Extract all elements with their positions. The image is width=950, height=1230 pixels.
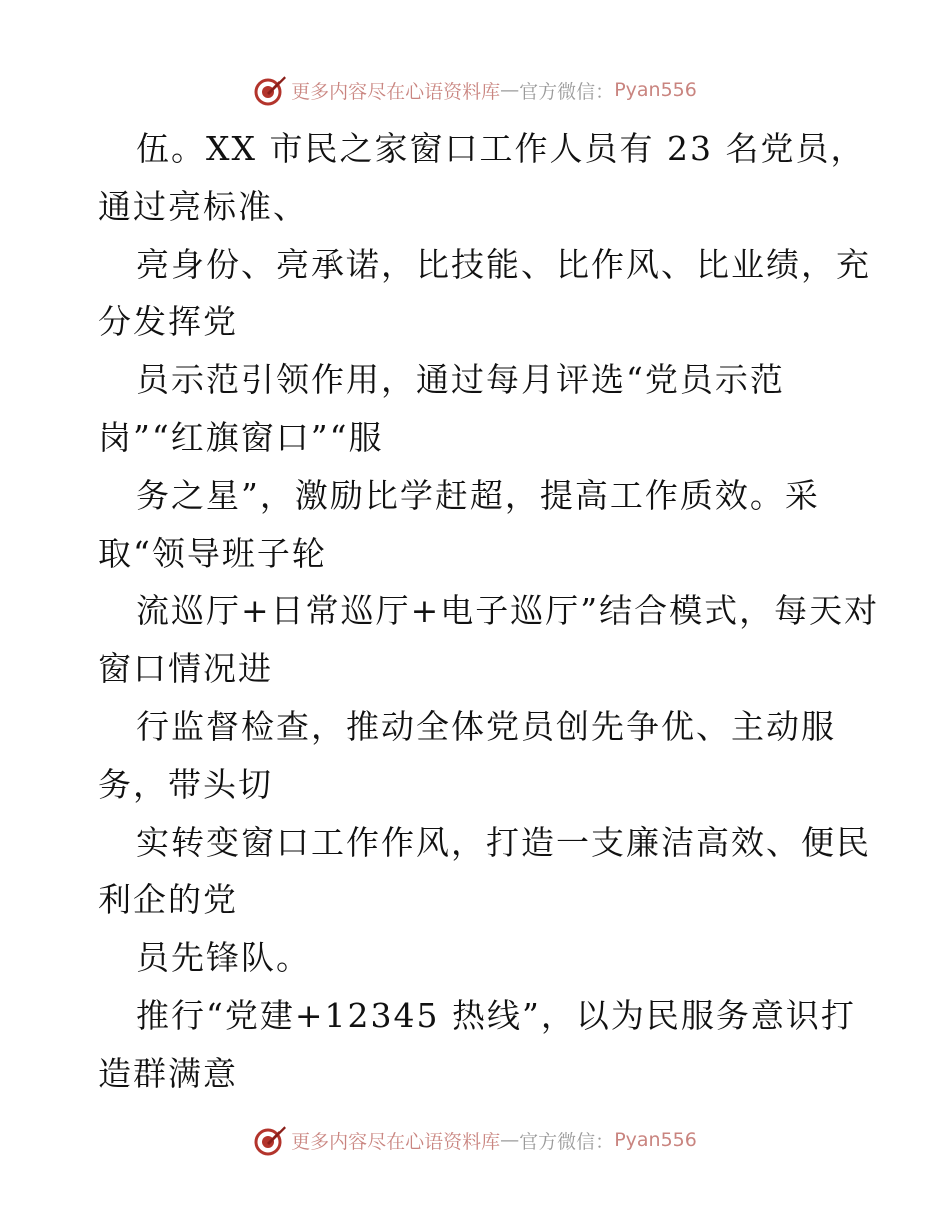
paragraph-line: 流巡厅+日常巡厅+电子巡厅”结合模式，每天对 bbox=[136, 591, 880, 631]
paragraph-line: 务，带头切 bbox=[98, 764, 273, 804]
banner-wechat-id: Pyan556 bbox=[614, 79, 697, 101]
footer-banner bbox=[0, 1120, 950, 1160]
banner-wechat-label: 官方微信： bbox=[519, 1130, 615, 1153]
paragraph-line: 分发挥党 bbox=[98, 302, 238, 342]
banner-separator: — bbox=[500, 79, 520, 101]
header-banner bbox=[0, 70, 950, 110]
banner-wechat-label: 官方微信： bbox=[519, 80, 615, 103]
paragraph-line: 利企的党 bbox=[98, 880, 238, 920]
quill-pen-logo-icon bbox=[253, 1123, 287, 1157]
paragraph-line: 员先锋队。 bbox=[136, 938, 311, 978]
paragraph-line: 行监督检查，推动全体党员创先争优、主动服 bbox=[136, 706, 836, 746]
document-body bbox=[98, 120, 880, 1103]
paragraph-line: 窗口情况进 bbox=[98, 649, 273, 689]
paragraph-line: 务之星”，激励比学赶超，提高工作质效。采 bbox=[136, 475, 820, 515]
paragraph-line: 推行“党建+12345 热线”，以为民服务意识打 bbox=[136, 995, 856, 1035]
banner-separator: — bbox=[500, 1129, 520, 1151]
paragraph-line: 造群满意 bbox=[98, 1053, 238, 1093]
paragraph-line: 实转变窗口工作作风，打造一支廉洁高效、便民 bbox=[136, 822, 871, 862]
banner-wechat-id: Pyan556 bbox=[614, 1129, 697, 1151]
paragraph-line: 通过亮标准、 bbox=[98, 186, 308, 226]
paragraph-line: 取“领导班子轮 bbox=[98, 533, 327, 573]
paragraph-line: 员示范引领作用，通过每月评选“党员示范 bbox=[136, 360, 785, 400]
paragraph-line: 亮身份、亮承诺，比技能、比作风、比业绩，充 bbox=[136, 244, 871, 284]
banner-site-text: 更多内容尽在心语资料库 bbox=[291, 80, 501, 103]
quill-pen-logo-icon bbox=[253, 73, 287, 107]
banner-site-text: 更多内容尽在心语资料库 bbox=[291, 1130, 501, 1153]
paragraph-line: 岗”“红旗窗口”“服 bbox=[98, 417, 384, 457]
paragraph-line: 伍。XX 市民之家窗口工作人员有 23 名党员， bbox=[136, 129, 866, 168]
